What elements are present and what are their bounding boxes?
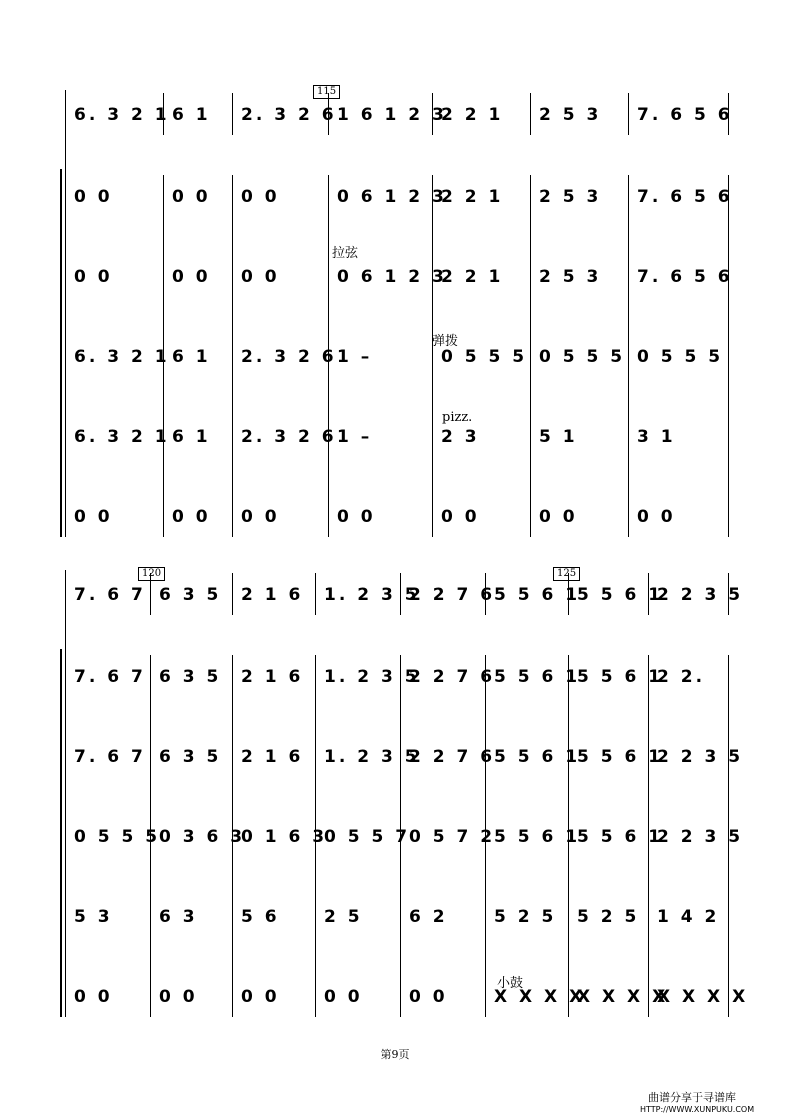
measure-notes: 5 1 [539,427,578,447]
barline [328,495,329,537]
measure-notes: 0 0 [409,987,448,1007]
barline [315,975,316,1017]
measure-notes: 1. 2 3 5 [324,585,420,605]
measure-notes: 5 5 6 1 [577,667,664,687]
measure-notes: 0 0 [159,987,198,1007]
barline [232,655,233,735]
measure-notes: 1 – [337,347,373,367]
barline [232,895,233,975]
measure-notes: 2 2 7 6 [409,667,496,687]
barline [628,255,629,335]
measure-notes: 5 6 [241,907,280,927]
measure-notes: 0 5 5 5 [441,347,528,367]
watermark-title: 曲谱分享于寻谱库 [648,1091,736,1104]
barline [728,895,729,975]
measure-notes: 0 0 [324,987,363,1007]
measure-notes: 0 0 [74,987,113,1007]
barline [530,255,531,335]
barline [150,895,151,975]
barline [150,975,151,1017]
barline [530,495,531,537]
measure-notes: 5 3 [74,907,113,927]
barline [568,895,569,975]
barline [648,895,649,975]
system-bracket [60,649,62,1017]
measure-notes: 5 2 5 [577,907,640,927]
measure-notes: 0 3 6 3 [159,827,246,847]
top-staff-left-line [65,90,66,537]
measure-notes: 2. 3 2 6 [241,105,337,125]
measure-notes: 2 1 6 [241,667,304,687]
measure-notes: X X X X [657,987,749,1007]
barline [150,735,151,815]
measure-notes: 0 0 [241,507,280,527]
measure-notes: 0 0 [441,507,480,527]
barline [728,415,729,495]
barline [163,495,164,537]
measure-notes: 7. 6 5 6 [637,187,733,207]
measure-notes: 1 6 1 2 3 [337,105,447,125]
instrument-label-xiaogu: 小鼓 [497,976,524,991]
measure-notes: 7. 6 7 [74,667,146,687]
score-system-1 [0,86,790,550]
barline [400,895,401,975]
measure-notes: 2 2 1 [441,105,504,125]
measure-notes: 2. 3 2 6 [241,347,337,367]
barline [232,335,233,415]
measure-notes: X X X X [577,987,669,1007]
barline [328,255,329,335]
measure-notes: 0 0 [172,507,211,527]
barline [628,335,629,415]
barline [328,175,329,255]
barline [150,573,151,615]
barline [728,335,729,415]
rehearsal-mark-120: 120 [138,567,165,581]
measure-notes: 7. 6 7 [74,747,146,767]
measure-notes: 2. 3 2 6 [241,427,337,447]
measure-notes: 5 5 6 1 [494,747,581,767]
top-staff-left-line [65,570,66,1017]
measure-notes: 0 0 [241,267,280,287]
measure-notes: 2 5 3 [539,187,602,207]
barline [163,255,164,335]
measure-notes: 0 5 7 2 [409,827,496,847]
measure-notes: 6 1 [172,347,211,367]
measure-notes: 2 2 3 5 [657,827,744,847]
barline [315,895,316,975]
measure-notes: 1. 2 3 5 [324,667,420,687]
barline [163,175,164,255]
measure-notes: 2 5 3 [539,105,602,125]
measure-notes: 7. 6 5 6 [637,105,733,125]
measure-notes: 0 1 6 3 [241,827,328,847]
barline [628,495,629,537]
measure-notes: 2 2. [657,667,706,687]
measure-notes: 5 5 6 1 [494,827,581,847]
barline [232,975,233,1017]
measure-notes: X X X X [494,987,586,1007]
measure-notes: 6 1 [172,427,211,447]
measure-notes: 2 2 1 [441,267,504,287]
barline [530,335,531,415]
barline [628,93,629,135]
barline [232,415,233,495]
measure-notes: 5 5 6 1 [577,747,664,767]
measure-notes: 2 1 6 [241,585,304,605]
barline [232,735,233,815]
measure-notes: 6 3 5 [159,747,222,767]
measure-notes: 5 2 5 [494,907,557,927]
barline [232,93,233,135]
rehearsal-mark-115: 115 [313,85,340,99]
measure-notes: 2 2 1 [441,187,504,207]
measure-notes: 0 6 1 2 3 [337,187,447,207]
barline [432,495,433,537]
measure-notes: 5 5 6 1 [494,667,581,687]
measure-notes: 6 2 [409,907,448,927]
measure-notes: 6 3 [159,907,198,927]
measure-notes: 6 1 [172,105,211,125]
barline [232,175,233,255]
measure-notes: 0 0 [74,267,113,287]
barline [315,573,316,615]
barline [315,655,316,735]
measure-notes: 2 5 3 [539,267,602,287]
score-system-2 [0,570,790,1030]
measure-notes: 7. 6 7 [74,585,146,605]
measure-notes: 2 2 7 6 [409,585,496,605]
measure-notes: 0 0 [74,507,113,527]
barline [232,573,233,615]
measure-notes: 2 5 [324,907,363,927]
measure-notes: 6. 3 2 1 [74,347,170,367]
barline [432,335,433,415]
measure-notes: 2 3 [441,427,480,447]
barline [400,975,401,1017]
measure-notes: 7. 6 5 6 [637,267,733,287]
barline [485,975,486,1017]
barline [728,655,729,735]
measure-notes: 0 5 5 5 [74,827,161,847]
measure-notes: 0 0 [241,987,280,1007]
measure-notes: 6. 3 2 1 [74,427,170,447]
measure-notes: 0 5 5 5 [539,347,626,367]
measure-notes: 0 6 1 2 3 [337,267,447,287]
barline [485,895,486,975]
measure-notes: 2 2 7 6 [409,747,496,767]
measure-notes: 0 5 5 7 [324,827,411,847]
measure-notes: 0 0 [539,507,578,527]
measure-notes: 0 0 [241,187,280,207]
page-number: 第9页 [380,1048,410,1061]
barline [728,495,729,537]
system-bracket [60,169,62,537]
measure-notes: 0 0 [172,267,211,287]
measure-notes: 1 – [337,427,373,447]
measure-notes: 6 3 5 [159,585,222,605]
rehearsal-mark-125: 125 [553,567,580,581]
measure-notes: 2 2 3 5 [657,585,744,605]
measure-notes: 2 2 3 5 [657,747,744,767]
measure-notes: 2 1 6 [241,747,304,767]
instrument-label-lahsian: 拉弦 [332,246,359,261]
barline [530,415,531,495]
barline [530,175,531,255]
barline [232,255,233,335]
measure-notes: 1. 2 3 5 [324,747,420,767]
instrument-label-tanbo: 弹拨 [432,334,459,349]
barline [150,655,151,735]
barline [232,495,233,537]
measure-notes: 5 5 6 1 [494,585,581,605]
measure-notes: 5 5 6 1 [577,585,664,605]
measure-notes: 5 5 6 1 [577,827,664,847]
barline [628,175,629,255]
measure-notes: 0 0 [74,187,113,207]
barline [432,415,433,495]
measure-notes: 6 3 5 [159,667,222,687]
instrument-label-pizz: pizz. [442,410,473,425]
measure-notes: 0 0 [637,507,676,527]
barline [628,415,629,495]
measure-notes: 1 4 2 [657,907,720,927]
measure-notes: 0 0 [337,507,376,527]
measure-notes: 0 5 5 5 [637,347,724,367]
barline [315,735,316,815]
watermark-url: HTTP://WWW.XUNPUKU.COM [640,1105,755,1114]
measure-notes: 0 0 [172,187,211,207]
measure-notes: 6. 3 2 1 [74,105,170,125]
barline [530,93,531,135]
measure-notes: 3 1 [637,427,676,447]
